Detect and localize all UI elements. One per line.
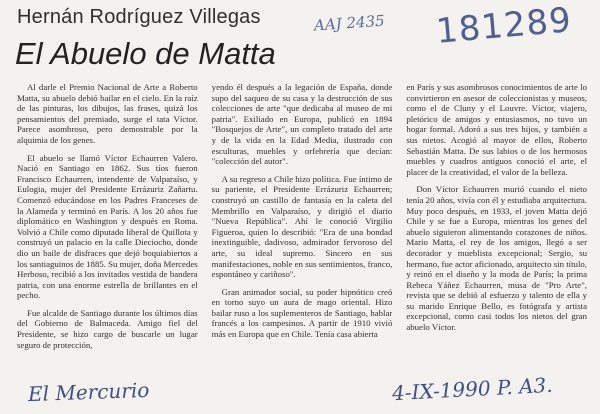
paragraph: Fue alcalde de Santiago durante los últimos días del Gobierno de Balmaceda. Amigo fiel del Presidente, se hizo cargo de buscarle un lugar seguro de protección, — [17, 307, 198, 350]
paragraph: en París y sus asombrosos conocimientos de arte lo convirtieron en asesor de coleccionistas y museos, como el de Cluny y el Louvre. Víctor, viajero, pletórico de amigos y entusiasmos, no tuvo un hogar formal. Adoró a sus tres hijos, y también a sus nietos. Acogió al mayor de ellos, Roberto Sebastián Matta. De sus labios o de los hermosos muebles y cuadros antiguos conoció el arte, el placer de la creatividad, el valor de la belleza. — [406, 82, 588, 177]
paragraph: Al darle el Premio Nacional de Arte a Roberto Matta, su abuelo debió bailar en el cielo. En la raíz de las pinturas, los dibujos, las frases, quizá los pensamientos del premiado, surge el tata Víctor. Parece asombroso, pero demostrable por la alquimia de los genes. — [17, 82, 198, 145]
article-column-1 — [17, 82, 198, 372]
article-title: El Abuelo de Matta — [15, 36, 276, 71]
handwritten-code: AAJ 2435 — [313, 11, 386, 35]
paragraph: A su regreso a Chile hizo política. Fue íntimo de su pariente, el Presidente Errázuriz Echaurren; construyó un castillo de fantasía en la caleta del Membrillo en Valparaíso, y dirigió el diario "Nueva República". Ahí le conoció Virgilio Figueroa, quien lo describió: "Era de una bondad inextinguible, dadivoso, admirador fervoroso del arte, su ideal supremo. Sincero en sus manifestaciones, noble en sus sentimientos, franco, espontáneo y cariñoso". — [211, 173, 393, 280]
handwritten-date: 4-IX-1990 P. A3. — [391, 372, 554, 406]
article-column-2 — [212, 82, 393, 372]
author-name: Hernán Rodríguez Villegas — [17, 6, 261, 28]
paragraph: El abuelo se llamó Víctor Echaurren Valero. Nació en Santiago en 1862. Sus tíos fueron Francisco Echaurren, intendente de Valparaíso, y Eulogia, mujer del Presidente Errázuriz Zañartu. Comenzó educándose en los Padres Franceses de la Alameda y terminó en París. A los 20 años fue diplomático en Washington y después en Roma. Volvió a Chile como diputado liberal de Quillota y construyó un palacio en la calle Dieciocho, donde dio un baile de disfraces que dejó boquiabiertos a los santiaguinos de 1885. Su mujer, doña Mercedes Herboso, recibió a los invitados vestida de bandera patria, con una enorme estrella de brillantes en el pecho. — [17, 152, 198, 301]
handwritten-number: 181289 — [434, 0, 574, 52]
article-column-3 — [406, 82, 587, 372]
paragraph: Gran animador social, su poder hipnótico creó en torno suyo un aura de mago oriental. Hizo bailar ruso a los suplementeros de Santiago, hablar francés a los campesinos. A partir de 1910 vivió más en Europa que en Chile. Tenía casa abierta — [211, 286, 393, 340]
paragraph: Don Víctor Echaurren murió cuando el nieto tenía 20 años, vivía con él y estudiaba arquitectura. Muy poco después, en 1933, el joven Matta dejó Chile y se fue a Europa, mientras los genes del abuelo siguieron alimentando corazones de niños. Mario Matta, el rey de los amigos, llegó a ser decorador y mueblista excepcional; Sergio, su hermano, fue actor aficionado, arquitecto sin título, y reinó en el diseño y la moda de París; la prima Rebeca Yáñez Echaurren, musa de "Pro Arte", revista que se debió al esfuerzo y talento de ella y su marido Enrique Bello, es fotógrafa y artista excepcional, como casi todos los nietos del gran abuelo Víctor. — [406, 184, 588, 333]
handwritten-source: El Mercurio — [27, 377, 150, 407]
article-body — [17, 82, 587, 372]
paragraph: yendo él después a la legación de España, donde supo del saqueo de su casa y la destrucción de sus colecciones de arte "que dedicaba al museo de mi patria". Exiliado en Europa, publicó en 1894 "Bosquejos de Arte", un completo tratado del arte y de la vida en la Edad Media, ilustrado con esculturas, muebles y orfebrería que decían: "colección del autor". — [211, 82, 393, 167]
